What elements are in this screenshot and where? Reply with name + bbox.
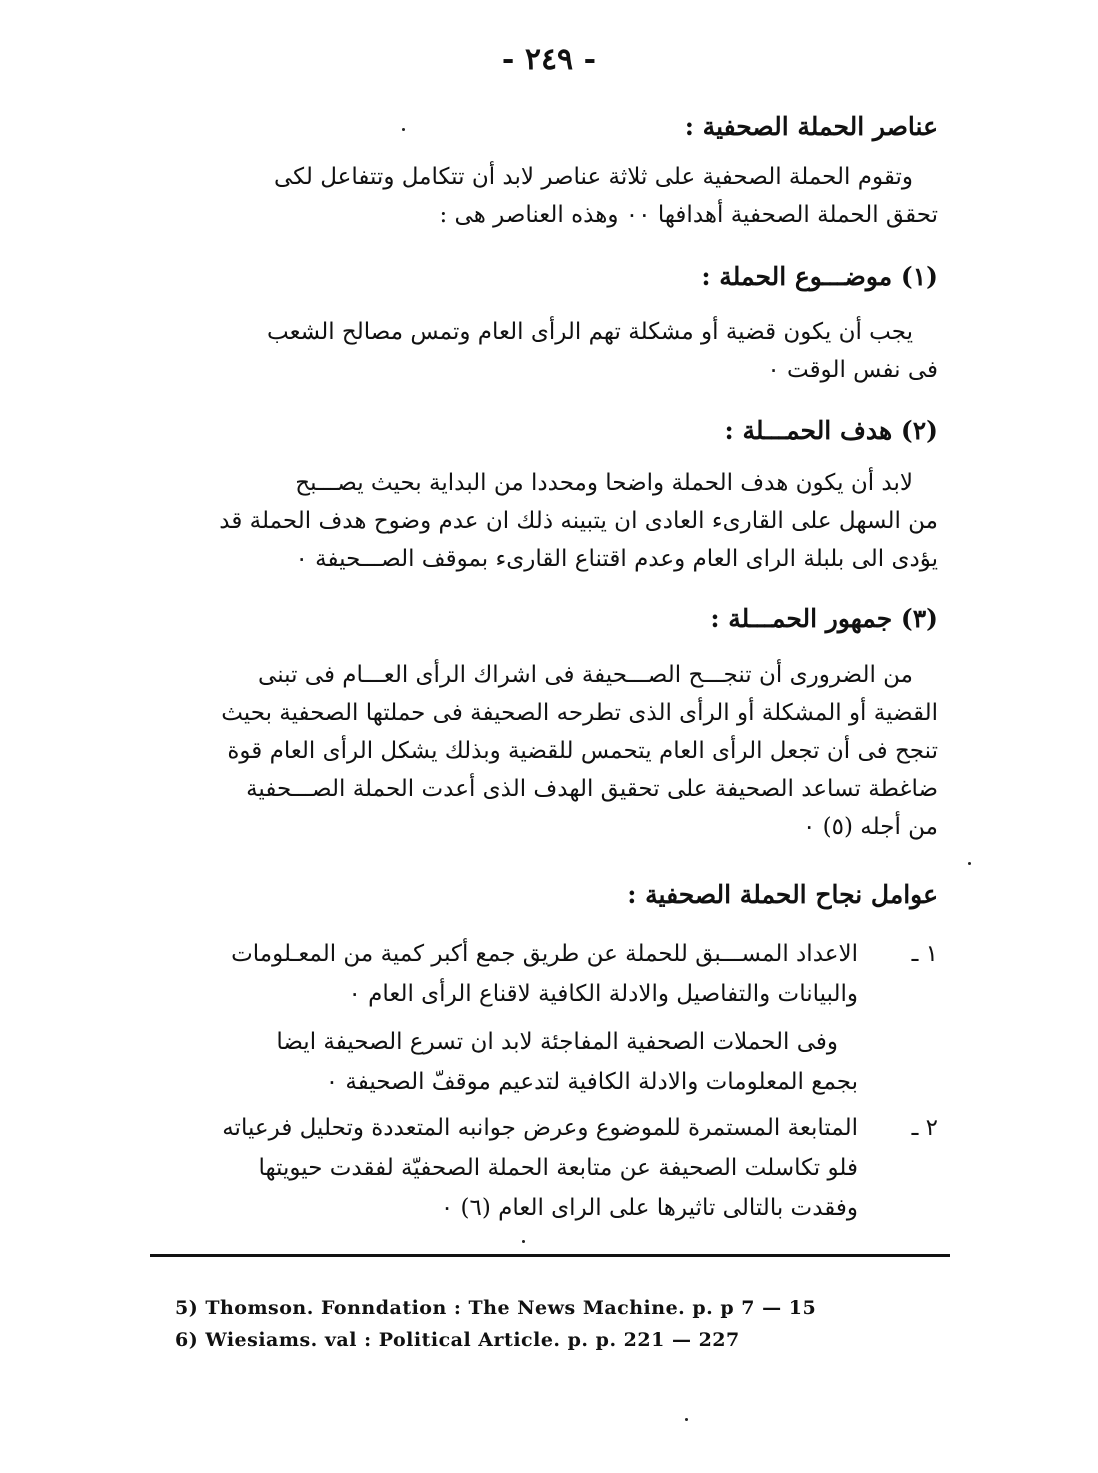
- paragraph-line: ضاغطة تساعد الصحيفة على تحقيق الهدف الذى أعدت الحملة الصـــحفية: [246, 776, 938, 802]
- list-item-number: ٢ ـ: [911, 1115, 938, 1141]
- intro-paragraph: [148, 158, 938, 234]
- scan-speck: [402, 128, 405, 131]
- paragraph-line: يجب أن يكون قضية أو مشكلة تهم الرأى العام وتمس مصالح الشعب: [267, 319, 913, 345]
- scan-speck: [685, 1418, 688, 1421]
- paragraph-line: من الضرورى أن تنجـــح الصـــحيفة فى اشراك الرأى العـــام فى تبنى: [258, 662, 913, 688]
- paragraph-line: والبيانات والتفاصيل والادلة الكافية لاقناع الرأى العام ٠: [348, 981, 858, 1007]
- subheading-campaign-topic: (١) موضـــوع الحملة :: [701, 262, 938, 291]
- paragraph-line: تحقق الحملة الصحفية أهدافها ٠٠ وهذه العناصر هى :: [439, 202, 938, 228]
- topic-paragraph: [148, 313, 938, 389]
- paragraph-line: بجمع المعلومات والادلة الكافية لتدعيم موقفّ الصحيفة ٠: [325, 1069, 858, 1095]
- paragraph-line: المتابعة المستمرة للموضوع وعرض جوانبه المتعددة وتحليل فرعياته: [222, 1115, 858, 1141]
- list-item-2: [148, 1108, 938, 1228]
- section-heading-success-factors: عوامل نجاح الحملة الصحفية :: [627, 880, 938, 909]
- paragraph-line: الاعداد المســـبق للحملة عن طريق جمع أكبر كمية من المعـلومات: [231, 941, 858, 967]
- footnote-6: 6) Wiesiams. val : Political Article. p. p. 221 — 227: [175, 1329, 740, 1351]
- subheading-campaign-goal: (٢) هدف الحمـــلة :: [724, 416, 938, 445]
- paragraph-line: يؤدى الى بلبلة الراى العام وعدم اقتناع القارىء بموقف الصـــحيفة ٠: [295, 546, 938, 572]
- page-number: - ٢٤٩ -: [501, 42, 597, 77]
- goal-paragraph: [148, 464, 938, 578]
- paragraph-line: من السهل على القارىء العادى ان يتبينه ذلك ان عدم وضوح هدف الحملة قد: [219, 508, 938, 534]
- list-item-body: [148, 1108, 858, 1228]
- paragraph-line: وتقوم الحملة الصحفية على ثلاثة عناصر لابد أن تتكامل وتتفاعل لكى: [274, 164, 913, 190]
- footnote-divider: [150, 1254, 950, 1257]
- list-item-body: [148, 934, 858, 1014]
- paragraph-line: وفقدت بالتالى تاثيرها على الراى العام (٦) ٠: [440, 1195, 858, 1221]
- footnote-5: 5) Thomson. Fonndation : The News Machine. p. p 7 — 15: [175, 1297, 817, 1319]
- paragraph-line: القضية أو المشكلة أو الرأى الذى تطرحه الصحيفة فى حملتها الصحفية بحيث: [221, 700, 938, 726]
- paragraph-line: من أجله (٥) ٠: [803, 814, 938, 840]
- subheading-campaign-audience: (٣) جمهور الحمـــلة :: [710, 604, 938, 633]
- audience-paragraph: [148, 656, 938, 846]
- scan-speck: [968, 862, 971, 865]
- scan-speck: [522, 1240, 525, 1243]
- paragraph-line: لابد أن يكون هدف الحملة واضحا ومحددا من البداية بحيث يصـــبح: [295, 470, 913, 496]
- list-item-number: ١ ـ: [911, 941, 938, 967]
- paragraph-line: فى نفس الوقت ٠: [767, 357, 938, 383]
- list-item-1-subparagraph: [158, 1022, 858, 1102]
- footnotes: [175, 1292, 816, 1356]
- section-heading-campaign-elements: عناصر الحملة الصحفية :: [684, 112, 938, 141]
- paragraph-line: وفى الحملات الصحفية المفاجئة لابد ان تسرع الصحيفة ايضا: [276, 1029, 838, 1055]
- paragraph-line: تنجح فى أن تجعل الرأى العام يتحمس للقضية وبذلك يشكل الرأى العام قوة: [227, 738, 938, 764]
- list-item-1: [148, 934, 938, 1014]
- paragraph-line: فلو تكاسلت الصحيفة عن متابعة الحملة الصحفيّة لفقدت حيويتها: [258, 1155, 858, 1181]
